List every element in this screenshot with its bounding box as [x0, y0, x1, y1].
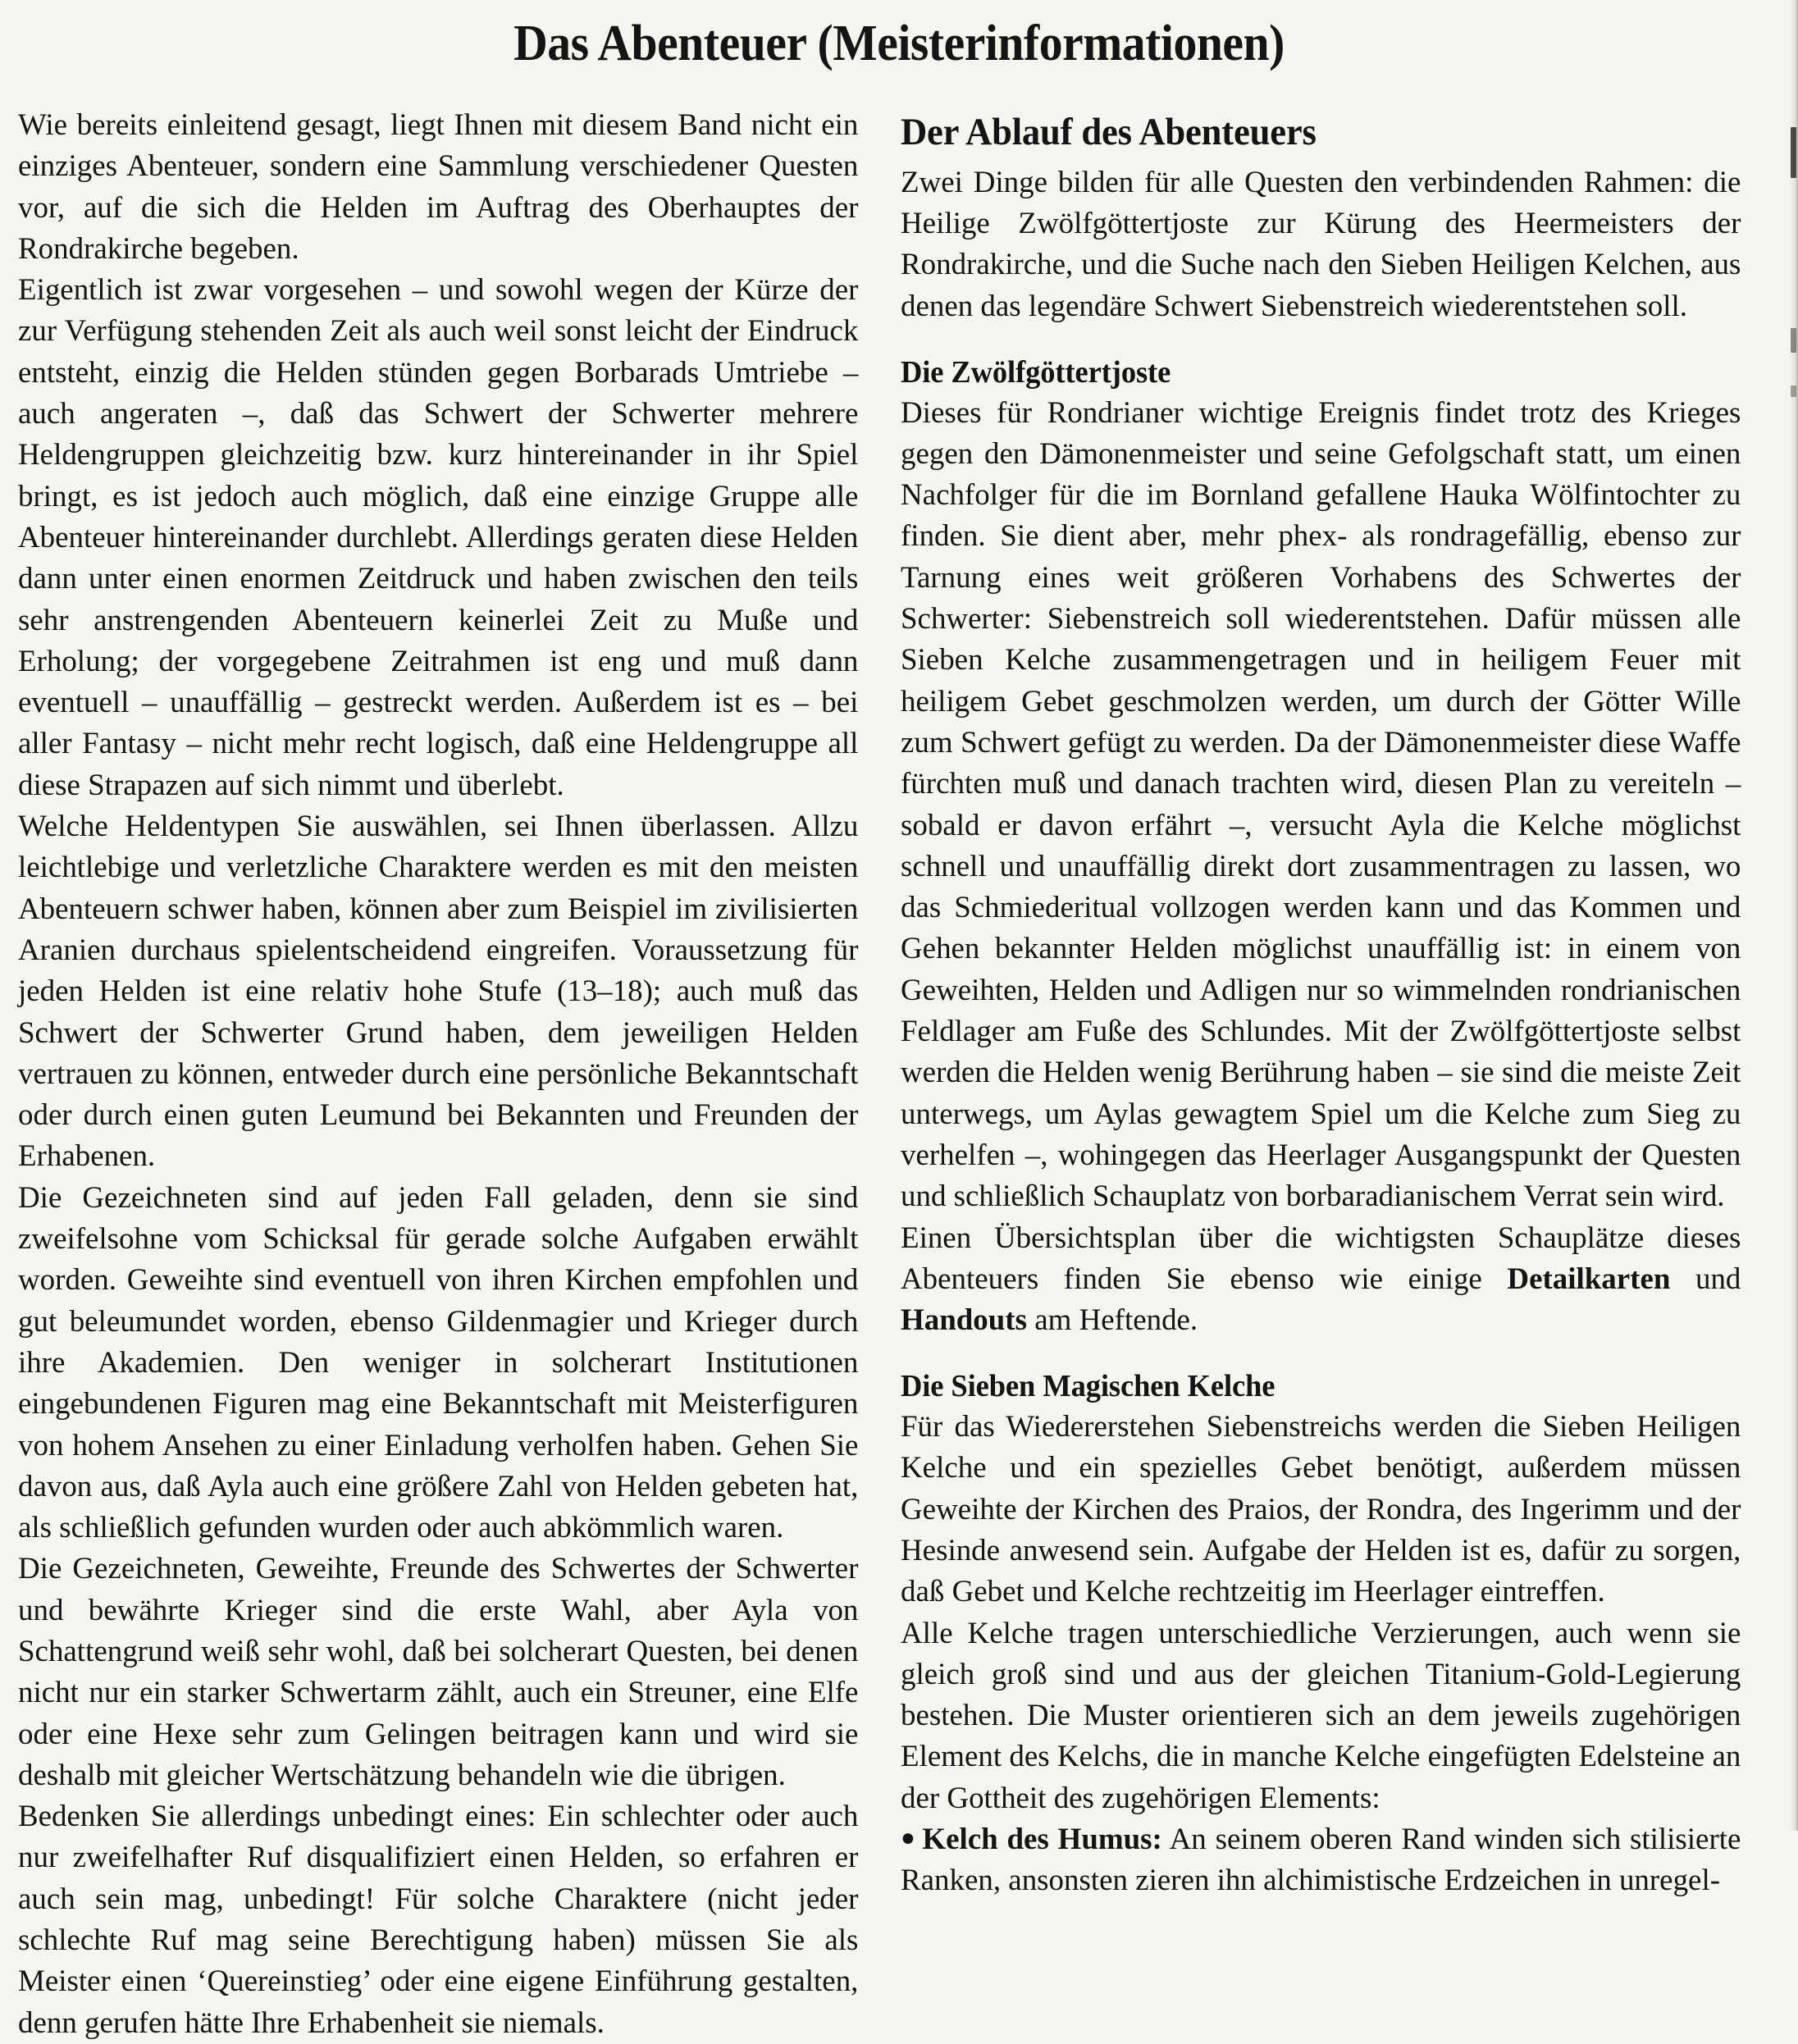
paragraph: Dieses für Rondrianer wichtige Ereignis findet trotz des Krieges gegen den Dämonenmeister und seine Gefolgschaft statt, um einen Nachfolger für die im Bornland gefallene Hauka Wölfintochter zu finden. Sie dient aber, mehr phex- als rondragefällig, ebenso zur Tarnung eines weit größeren Vorhabens des Schwertes der Schwerter: Siebenstreich soll wiederentstehen. Dafür müssen alle Sieben Kelche zusammengetragen und in heiligem Feuer mit heiligem Gebet geschmolzen werden, um durch der Götter Wille zum Schwert gefügt zu werden. Da der Dämonenmeister diese Waffe fürchten muß und danach trachten wird, diesen Plan zu vereiteln – sobald er davon erfährt –, versucht Ayla die Kelche möglichst schnell und unauffällig direkt dort zusammentragen zu lassen, wo das Schmiederitual vollzogen werden kann und das Kommen und Gehen bekannter Helden möglichst unauffällig ist: in einem von Geweihten, Helden und Adligen nur so wimmelnden rondrianischen Feldlager am Fuße des Schlundes. Mit der Zwölfgöttertjoste selbst werden die Helden wenig Berührung haben – sie sind die meiste Zeit unterwegs, um Aylas gewagtem Spiel um die Kelche zum Sieg zu verhelfen –, wohingegen das Heerlager Ausgangspunkt der Questen und schließlich Schauplatz von borbaradianischem Verrat sein wird. [901, 395, 1741, 1214]
bullet-text: An seinem oberen Rand winden sich stilisierte Ranken, ansonsten zieren ihn alchimistische Erdzeichen in unregel- [901, 1823, 1741, 1898]
subsection-heading-sieben-magische-kelche: Die Sieben Magischen Kelche [901, 1369, 1275, 1404]
left-column [18, 105, 871, 2044]
paragraph: Eigentlich ist zwar vorgesehen – und sowohl wegen der Kürze der zur Verfügung stehenden Zeit als auch weil sonst leicht der Eindruck entsteht, einzig die Helden stünden gegen Borbarads Umtriebe – auch angeraten –, daß das Schwert der Schwerter mehrere Heldengruppen gleichzeitig bzw. kurz hintereinander in ihr Spiel bringt, es ist jedoch auch möglich, daß eine einzige Gruppe alle Abenteuer hintereinander durchlebt. Allerdings geraten diese Helden dann unter einen enormen Zeitdruck und haben zwischen den teils sehr anstrengenden Abenteuern keinerlei Zeit zu Muße und Erholung; der vorgegebene Zeitrahmen ist eng und muß dann eventuell – unauffällig – gestreckt werden. Außerdem ist es – bei aller Fantasy – nicht mehr recht logisch, daß eine Heldengruppe all diese Strapazen auf sich nimmt und überlebt. [18, 273, 859, 802]
bullet-label: Kelch des Humus: [922, 1823, 1162, 1857]
paragraph: Welche Heldentypen Sie auswählen, sei Ihnen überlassen. Allzu leichtlebige und verletzliche Charaktere werden es mit den meisten Abenteuern schwer haben, können aber zum Beispiel im zivilisierten Aranien durchaus spielentscheidend eingreifen. Voraussetzung für jeden Helden ist eine relativ hohe Stufe (13–18); auch muß das Schwert der Schwerter Grund haben, dem jeweiligen Helden vertrauen zu können, entweder durch eine persönliche Bekanntschaft oder durch einen guten Leumund bei Bekannten und Freunden der Erhabenen. [18, 810, 859, 1174]
paragraph: Die Gezeichneten sind auf jeden Fall geladen, denn sie sind zweifelsohne vom Schicksal für gerade solche Aufgaben erwählt worden. Geweihte sind eventuell von ihren Kirchen empfohlen und gut beleumundet worden, ebenso Gildenmagier und Krieger durch ihre Akademien. Den weniger in solcherart Institutionen eingebundenen Figuren mag eine Bekanntschaft mit Meisterfiguren von hohem Ansehen zu einer Einladung verholfen haben. Gehen Sie davon aus, daß Ayla auch eine größere Zahl von Helden gebeten hat, als schließlich gefunden wurden oder auch abkömmlich waren. [18, 1180, 859, 1545]
two-column-body [0, 105, 1798, 2044]
paragraph: Zwei Dinge bilden für alle Questen den verbindenden Rahmen: die Heilige Zwölfgöttertjoste zur Kürung des Heermeisters der Rondrakirche, und die Suche nach den Sieben Heiligen Kelchen, aus denen das legendäre Schwert Siebenstreich wiederentstehen soll. [901, 165, 1741, 323]
text-run: am Heftende. [1026, 1303, 1198, 1338]
paragraph: Bedenken Sie allerdings unbedingt eines: Ein schlechter oder auch nur zweifelhafter Ruf disqualifiziert einen Helden, so erfahren er auch sein mag, unbedingt! Für solche Charaktere (nicht jeder schlechte Ruf mag seine Berechtigung haben) müssen Sie als Meister einen ‘Quereinstieg’ oder eine eigene Einführung gestalten, denn gerufen hätte Ihre Erhabenheit sie niemals. [18, 1800, 859, 2040]
text-run: Einen Übersichtsplan über die wichtigsten Schauplätze dieses Abenteuers finden Sie ebenso wie einige [901, 1220, 1741, 1296]
section-heading-ablauf: Der Ablauf des Abenteuers [901, 111, 1317, 153]
text-run: und [1670, 1262, 1741, 1296]
paragraph: Für das Wiedererstehen Siebenstreichs werden die Sieben Heiligen Kelche und ein spezielles Gebet benötigt, außerdem müssen Geweihte der Kirchen des Praios, der Rondra, des Ingerimm und der Hesinde anwesend sein. Aufgabe der Helden ist es, dafür zu sorgen, daß Gebet und Kelche rechtzeitig im Heerlager eintreffen. [901, 1410, 1741, 1609]
bold-term-handouts: Handouts [901, 1303, 1027, 1338]
subsection-heading-zwoelfgoettertjoste: Die Zwölfgöttertjoste [901, 354, 1171, 390]
list-item [901, 1819, 1741, 1902]
paragraph: Die Gezeichneten, Geweihte, Freunde des Schwertes der Schwerter und bewährte Krieger sind die erste Wahl, aber Ayla von Schattengrund weiß sehr wohl, daß bei solcherart Questen, bei denen nicht nur ein starker Schwertarm zählt, auch ein Streuner, eine Elfe oder eine Hexe sehr zum Gelingen beitragen kann und wird sie deshalb mit gleicher Wertschätzung behandeln wie die übrigen. [18, 1552, 859, 1792]
page-title: Das Abenteuer (Meisterinformationen) [513, 16, 1285, 71]
right-column [901, 105, 1754, 2044]
paragraph-with-bold-refs [901, 1218, 1741, 1342]
paragraph: Alle Kelche tragen unterschiedliche Verzierungen, auch wenn sie gleich groß sind und aus der gleichen Titanium-Gold-Legierung bestehen. Die Muster orientieren sich an dem jeweils zugehörigen Element des Kelchs, die in manche Kelche eingefügten Edelsteine an der Gottheit des zugehörigen Elements: [901, 1616, 1741, 1815]
paragraph: Wie bereits einleitend gesagt, liegt Ihnen mit diesem Band nicht ein einziges Abenteuer, sondern eine Sammlung verschiedener Questen vor, auf die sich die Helden im Auftrag des Oberhauptes der Rondrakirche begeben. [18, 108, 859, 266]
bullet-dot-icon: ● [901, 1824, 917, 1852]
bold-term-detailkarten: Detailkarten [1507, 1262, 1671, 1296]
